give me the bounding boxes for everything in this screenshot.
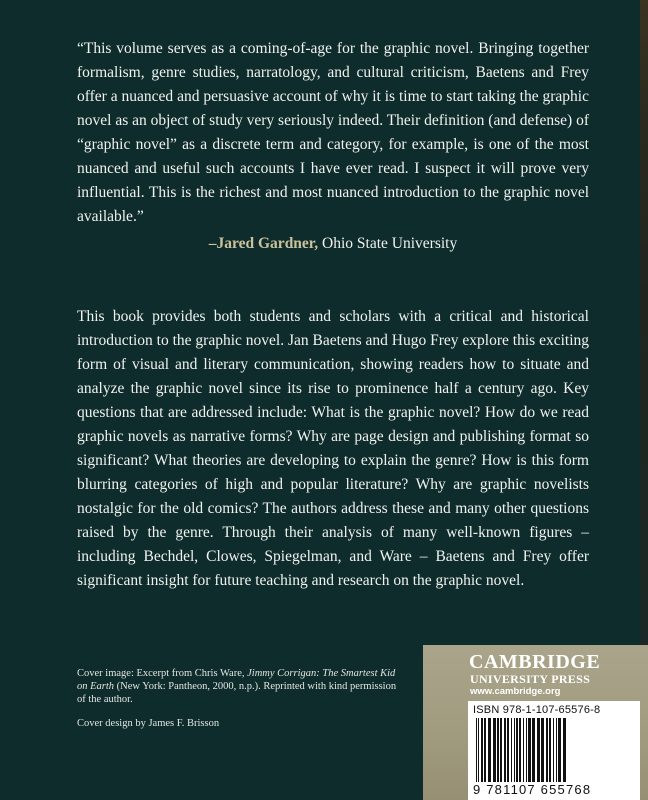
barcode-bar-14 [523,718,524,782]
barcode-digits: 9 781107 655768 [473,782,592,797]
isbn-label: ISBN 978-1-107-65576-8 [473,704,601,716]
barcode-bar-12 [516,718,518,782]
barcode-bar-25 [563,718,566,782]
barcode-bar-3 [484,718,486,782]
credit-work-title: Jimmy Corrigan: The Smartest Kid on Earth [77,668,396,692]
endorsement-quote: “This volume serves as a coming-of-age for the graphic novel. Bringing together formalism, genre studies, narratology, and cultural criticism, Baetens and Frey offer a nuanced and persuasive account of why it is time to start taking the graphic novel as an object of study very seriously indeed. Their definition (and defense) of “graphic novel” as a discrete term and category, for example, is one of the most nuanced and useful such accounts I have ever read. I suspect it will prove very influential. This is the richest and most nuanced introduction to the graphic novel available.” [77,40,589,225]
barcode-bar-1 [478,718,479,782]
barcode-bar-4 [488,718,491,782]
barcode-bar-20 [546,718,548,782]
barcode-bar-5 [493,718,496,782]
barcode-bar-11 [514,718,515,782]
barcode-bar-18 [537,718,540,782]
publisher-subtitle: UNIVERSITY PRESS [470,672,591,686]
barcode-bar-2 [481,718,483,782]
barcode-bar-9 [507,718,509,782]
barcode-bar-0 [476,718,477,782]
barcode-bar-6 [497,718,499,782]
publisher-url: www.cambridge.org [470,686,561,697]
barcode-bar-21 [549,718,551,782]
cover-credits [77,667,397,730]
cover-design-credit: Cover design by James F. Brisson [77,718,220,729]
barcode-bar-7 [500,718,502,782]
publisher-panel [423,645,648,800]
credit-details: (New York: Pantheon, 2000, n.p.). Reprinted with kind permission of the author. [77,681,397,705]
endorsement-attribution [77,234,589,254]
barcode-bar-15 [526,718,527,782]
cover-image-credit [77,667,397,706]
barcode-bars [474,718,634,782]
barcode-bar-19 [541,718,544,782]
publisher-name: CAMBRIDGE [469,651,601,673]
book-description: This book provides both students and scholars with a critical and historical introduction to the graphic novel. Jan Baetens and Hugo Frey explore this exciting form of visual and literary communication, showing readers how to situate and analyze the graphic novel since its rise to prominence half a century ago. Key questions that are addressed include: What is the graphic novel? How do we read graphic novels as narrative forms? Why are page design and publishing format so significant? What theories are developing to explain the genre? How is this form blurring categories of high and popular literature? Why are graphic novelists nostalgic for the old comics? The authors address these and many other questions raised by the genre. Through their analysis of many well-known figures – including Bechdel, Clowes, Spiegelman, and Ware – Baetens and Frey offer significant insight for future teaching and research on the graphic novel. [77,308,589,589]
barcode-bar-10 [511,718,512,782]
endorser-name: –Jared Gardner, [208,235,319,252]
barcode-bar-8 [504,718,506,782]
barcode-bar-13 [519,718,521,782]
barcode-bar-22 [553,718,554,782]
credit-prefix: Cover image: Excerpt from Chris Ware, [77,668,248,679]
barcode-bar-16 [528,718,531,782]
endorser-affiliation: Ohio State University [322,235,458,252]
barcode-bar-24 [558,718,561,782]
barcode-bar-17 [532,718,535,782]
barcode-box [468,701,640,800]
barcode-bar-23 [556,718,557,782]
